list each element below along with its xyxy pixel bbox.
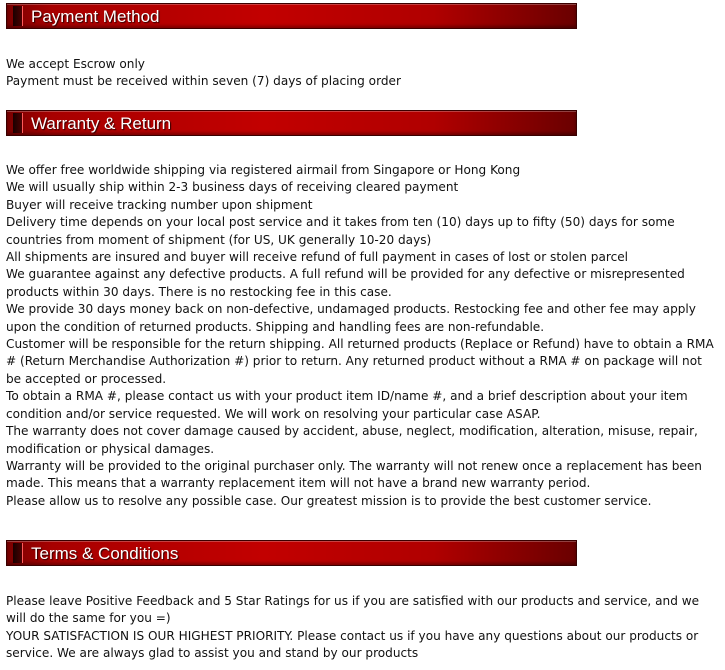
warranty-line: All shipments are insured and buyer will receive refund of full payment in cases of lost or stolen parcel bbox=[6, 250, 629, 265]
warranty-line: We will usually ship within 2-3 business days of receiving cleared payment bbox=[6, 180, 459, 195]
warranty-line: Buyer will receive tracking number upon shipment bbox=[6, 197, 313, 212]
terms-conditions-heading: Terms & Conditions bbox=[31, 544, 179, 563]
terms-line: Please leave Positive Feedback and 5 Star Ratings for us if you are satisfied with our products and service, and we will do the same for you =) bbox=[6, 594, 700, 626]
terms-conditions-banner bbox=[6, 540, 577, 566]
payment-line: Payment must be received within seven (7) days of placing order bbox=[6, 74, 401, 89]
warranty-line: We provide 30 days money back on non-defective, undamaged products. Restocking fee and other fee may apply upon the condition of returned products. Shipping and handling fees are non-refundable. bbox=[6, 302, 696, 334]
warranty-return-banner bbox=[6, 110, 577, 136]
payment-method-heading: Payment Method bbox=[31, 7, 160, 26]
warranty-return-heading: Warranty & Return bbox=[31, 114, 172, 133]
warranty-line: Please allow us to resolve any possible case. Our greatest mission is to provide the best customer service. bbox=[6, 493, 652, 508]
warranty-line: The warranty does not cover damage caused by accident, abuse, neglect, modification, alteration, misuse, repair, modification or physical damages. bbox=[6, 424, 698, 456]
warranty-return-text bbox=[6, 162, 718, 510]
warranty-line: Delivery time depends on your local post service and it takes from ten (10) days up to fifty (50) days for some countries from moment of shipment (for US, UK generally 10-20 days) bbox=[6, 215, 675, 247]
payment-line: We accept Escrow only bbox=[6, 57, 145, 71]
terms-line: YOUR SATISFACTION IS OUR HIGHEST PRIORITY. Please contact us if you have any questions about our products or service. We are always glad to assist you and stand by our products bbox=[6, 628, 699, 661]
payment-method-banner bbox=[6, 3, 577, 29]
warranty-line: We guarantee against any defective products. A full refund will be provided for any defective or misrepresented products within 30 days. There is no restocking fee in this case. bbox=[6, 267, 685, 299]
warranty-line: Warranty will be provided to the original purchaser only. The warranty will not renew once a replacement has been made. This means that a warranty replacement item will not have a brand new warranty period. bbox=[6, 458, 702, 491]
payment-method-text bbox=[6, 56, 718, 91]
warranty-line: Customer will be responsible for the return shipping. All returned products (Replace or Refund) have to obtain a RMA # (Return Merchandise Authorization #) prior to return. Any returned product without a RMA # on package will not be accepted or processed. bbox=[6, 337, 714, 386]
terms-conditions-text bbox=[6, 593, 718, 663]
warranty-line: We offer free worldwide shipping via registered airmail from Singapore or Hong Kong bbox=[6, 163, 521, 177]
warranty-line: To obtain a RMA #, please contact us with your product item ID/name #, and a brief description about your item condition and/or service requested. We will work on resolving your particular case ASAP. bbox=[6, 389, 688, 421]
